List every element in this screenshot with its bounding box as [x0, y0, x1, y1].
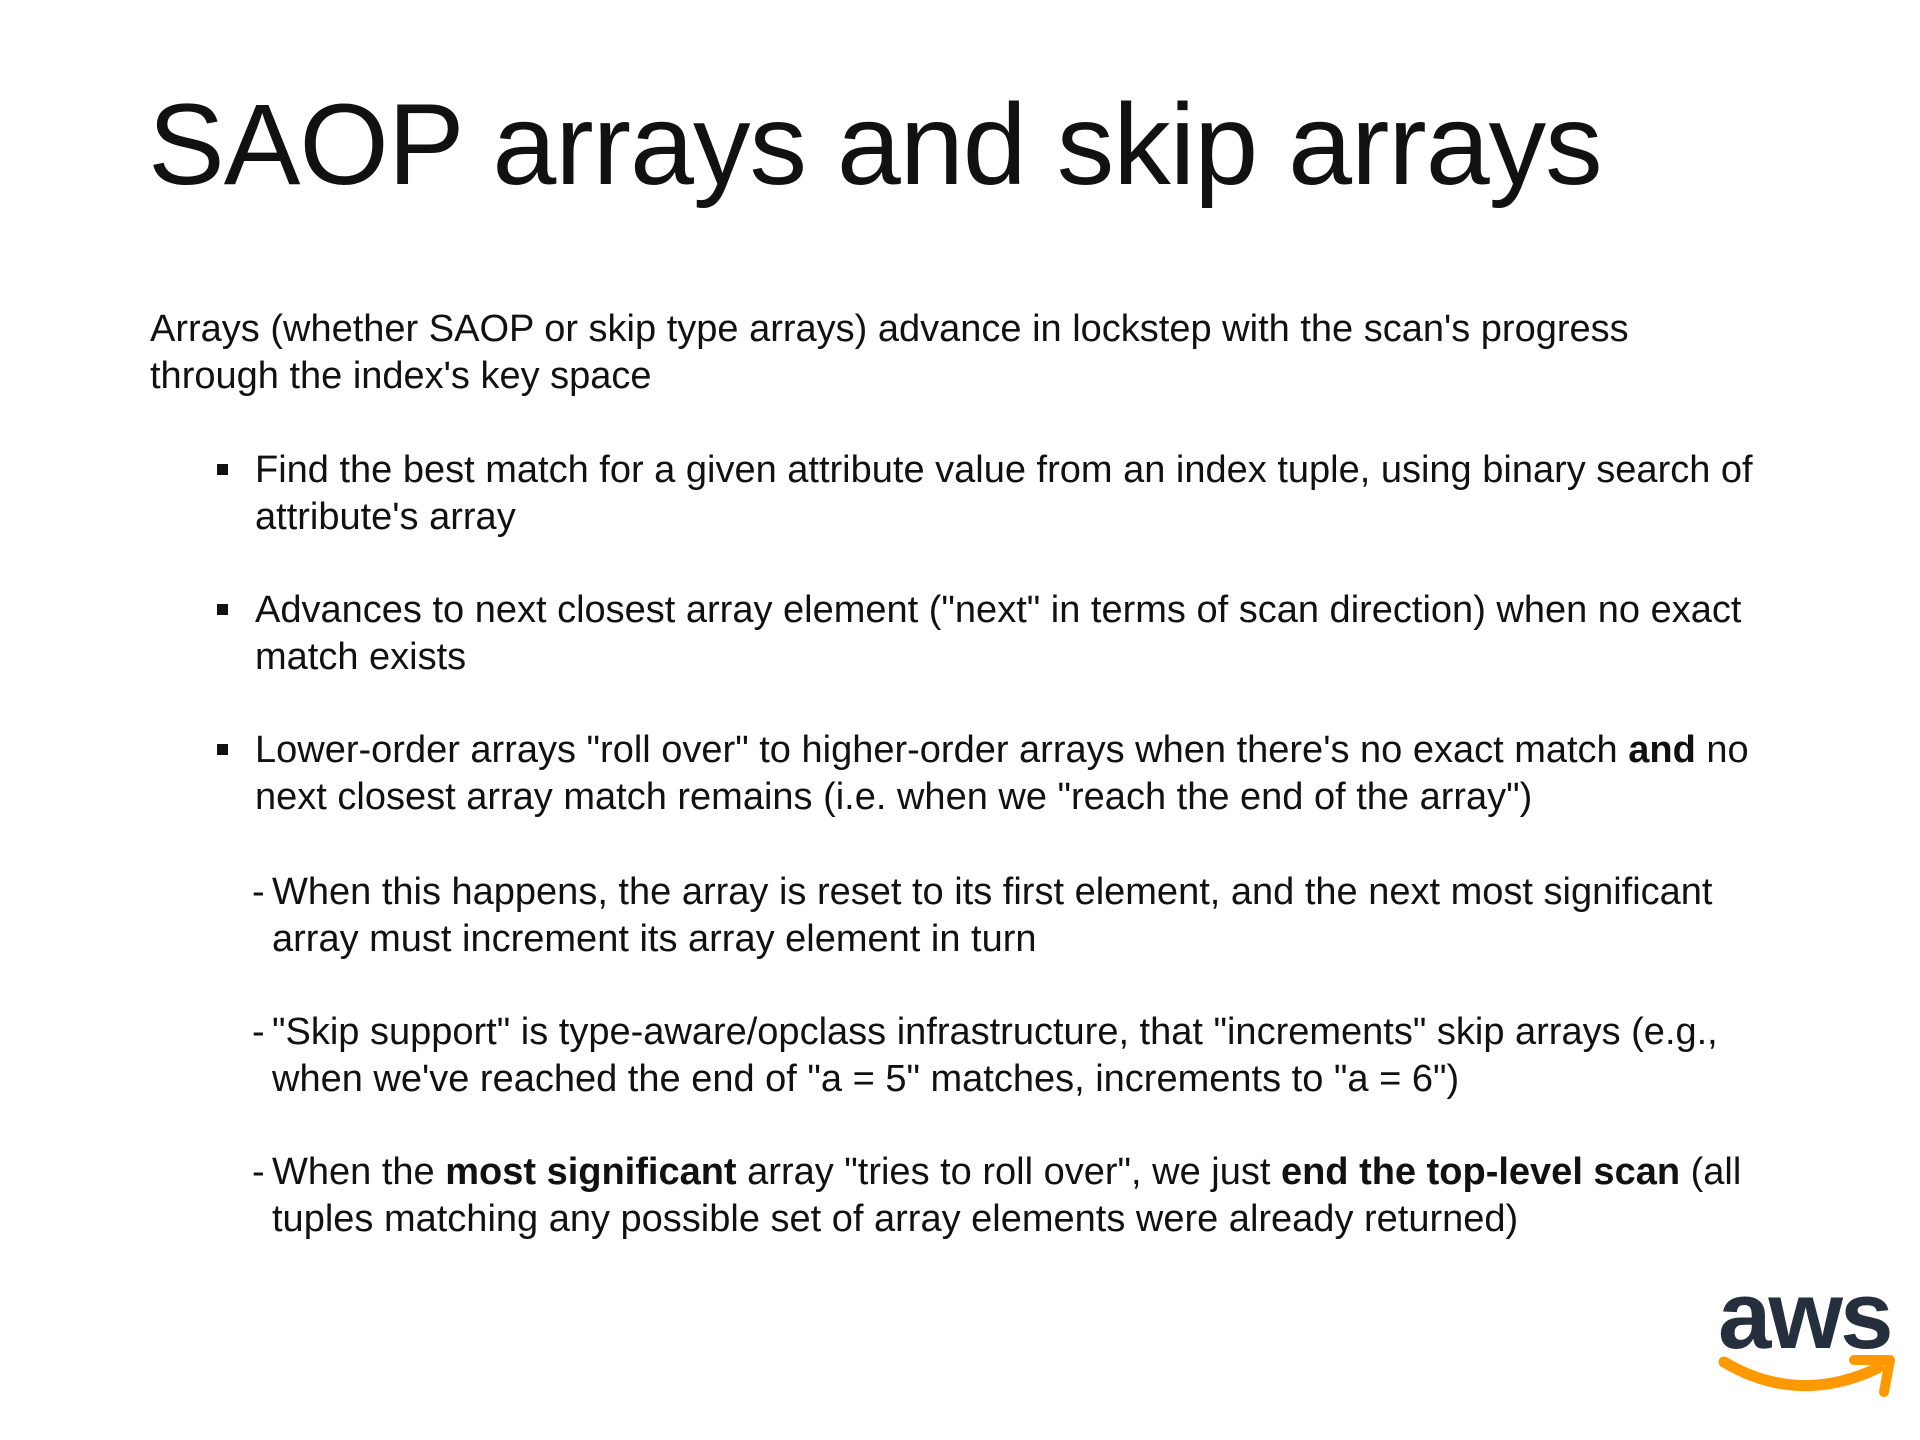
bullet-bold-and: and — [1628, 729, 1696, 771]
square-bullet-icon — [217, 604, 228, 615]
sub-bullet-list — [252, 869, 1772, 1289]
aws-logo — [1718, 1262, 1898, 1412]
bullet-item-roll-over — [215, 727, 1755, 821]
square-bullet-icon — [217, 464, 228, 475]
aws-logo-text: aws — [1718, 1262, 1891, 1369]
bullet-text-part1: Lower-order arrays "roll over" to higher-order arrays when there's no exact match — [255, 729, 1629, 771]
dash-marker: - — [252, 871, 265, 913]
bullet-item-binary-search — [215, 447, 1755, 541]
intro-paragraph: Arrays (whether SAOP or skip type arrays) advance in lockstep with the scan's progress through the index's key space — [150, 308, 1629, 397]
sub-item-skip-support — [252, 1009, 1772, 1103]
aws-smile-arrow-icon — [1718, 1348, 1898, 1408]
bullet-text-part2: no next closest array match remains (i.e. when we "reach the end of the array") — [255, 729, 1749, 818]
sub-item-reset — [252, 869, 1772, 963]
bullet-item-advance — [215, 587, 1755, 681]
bullet-text: Advances to next closest array element ("next" in terms of scan direction) when no exact match exists — [255, 589, 1742, 678]
sub-text: When this happens, the array is reset to its first element, and the next most significant array must increment its array element in turn — [272, 871, 1713, 960]
sub-text-part1: When the — [272, 1151, 446, 1193]
sub-text-part2: array "tries to roll over", we just — [736, 1151, 1281, 1193]
sub-text-part3: (all tuples matching any possible set of array elements were already returned) — [272, 1151, 1742, 1240]
sub-bold-end-scan: end the top-level scan — [1280, 1151, 1681, 1193]
sub-item-end-scan — [252, 1149, 1772, 1243]
sub-bold-most-significant: most significant — [445, 1151, 737, 1193]
dash-marker: - — [252, 1011, 265, 1053]
sub-text: "Skip support" is type-aware/opclass infrastructure, that "increments" skip arrays (e.g., when we've reached the end of "a = 5" matches, increments to "a = 6") — [272, 1011, 1718, 1100]
square-bullet-icon — [217, 744, 228, 755]
dash-marker: - — [252, 1151, 265, 1193]
bullet-text: Find the best match for a given attribute value from an index tuple, using binary search of attribute's array — [255, 449, 1753, 538]
bullet-list — [215, 447, 1755, 867]
slide-title: SAOP arrays and skip arrays — [148, 81, 1602, 209]
